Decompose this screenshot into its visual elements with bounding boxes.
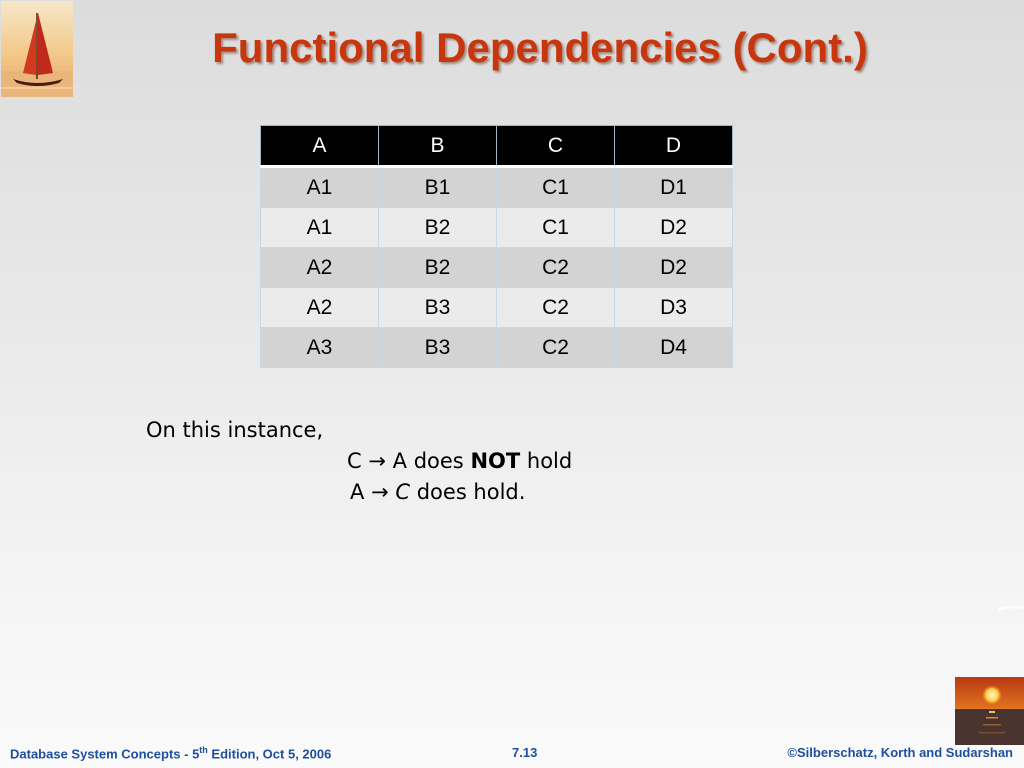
slide-title: Functional Dependencies (Cont.) (212, 24, 868, 71)
right-arrow-icon: → (368, 449, 386, 473)
dependency-rhs: C (395, 480, 411, 504)
dependency-lhs: C (347, 449, 362, 473)
column-header-c: C (497, 126, 615, 167)
dependency-c-to-a (347, 449, 572, 473)
table-cell: B3 (379, 328, 497, 368)
table-cell: A1 (261, 208, 379, 248)
footer-page-number: 7.13 (512, 745, 538, 760)
table-row (261, 288, 733, 328)
table-cell: A2 (261, 288, 379, 328)
column-header-b: B (379, 126, 497, 167)
table-cell: B3 (379, 288, 497, 328)
dependency-rhs: A does (392, 449, 464, 473)
table-cell: B2 (379, 248, 497, 288)
table-row (261, 248, 733, 288)
table-row (261, 167, 733, 208)
footer-book-info (10, 745, 331, 761)
table-cell: D2 (615, 208, 733, 248)
table-cell: B1 (379, 167, 497, 208)
column-header-a: A (261, 126, 379, 167)
dependency-tail: hold (526, 449, 573, 473)
footer-book-prefix: Database System Concepts - 5 (10, 746, 200, 762)
table-cell: C2 (497, 328, 615, 368)
table-cell: D4 (615, 328, 733, 368)
dependency-a-to-c (350, 480, 525, 504)
table-row (261, 328, 733, 368)
decorative-wave (998, 606, 1024, 612)
table-cell: C2 (497, 288, 615, 328)
table-cell: D2 (615, 248, 733, 288)
table-cell: C1 (497, 208, 615, 248)
table-header-row (261, 126, 733, 167)
intro-text: On this instance, (146, 418, 324, 442)
emphasis-not: NOT (470, 449, 521, 473)
table-cell: A2 (261, 248, 379, 288)
sunset-logo-icon (955, 677, 1024, 745)
dependency-lhs: A (350, 480, 365, 504)
table-cell: D1 (615, 167, 733, 208)
dependency-tail: does hold. (416, 480, 526, 504)
relation-instance-table (260, 125, 733, 368)
table-cell: A1 (261, 167, 379, 208)
right-arrow-icon: → (371, 480, 389, 504)
table-cell: C2 (497, 248, 615, 288)
table-cell: B2 (379, 208, 497, 248)
footer-book-sup: th (199, 745, 208, 755)
table-cell: A3 (261, 328, 379, 368)
table-row (261, 208, 733, 248)
footer-copyright: ©Silberschatz, Korth and Sudarshan (787, 745, 1013, 760)
table-cell: C1 (497, 167, 615, 208)
column-header-d: D (615, 126, 733, 167)
footer-book-suffix: Edition, Oct 5, 2006 (207, 746, 332, 762)
table-cell: D3 (615, 288, 733, 328)
